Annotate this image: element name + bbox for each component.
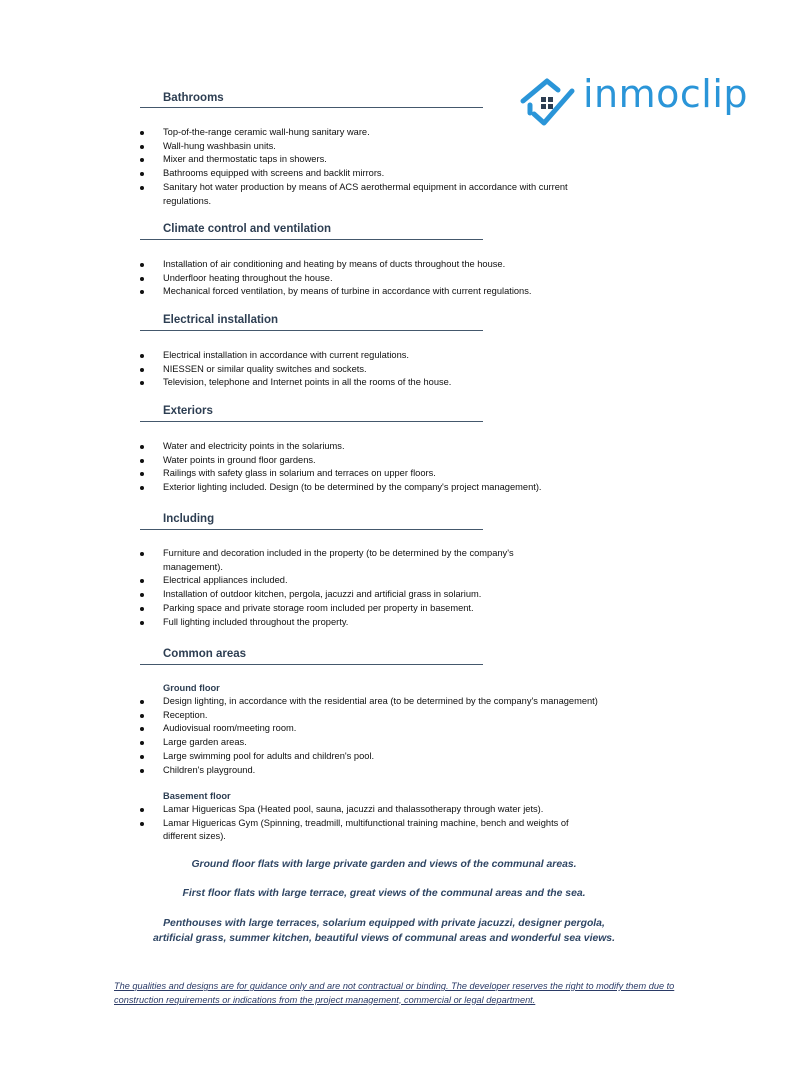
list-item: NIESSEN or similar quality switches and sockets. (0, 363, 801, 377)
house-check-icon (520, 77, 578, 127)
including-list (0, 547, 801, 629)
climate-list (0, 258, 801, 299)
list-item: Top-of-the-range ceramic wall-hung sanitary ware. (0, 126, 801, 140)
list-item: Installation of outdoor kitchen, pergola, jacuzzi and artificial grass in solarium. (0, 588, 801, 602)
electrical-list (0, 349, 801, 390)
list-item-text: Lamar Higuericas Gym (Spinning, treadmill, multifunctional training machine, bench and weights of different sizes). (163, 817, 569, 842)
subsection-title-basement-floor: Basement floor (163, 791, 231, 801)
list-item: Exterior lighting included. Design (to be determined by the company's project management). (0, 481, 801, 495)
section-title-climate: Climate control and ventilation (163, 223, 332, 235)
section-title-electrical: Electrical installation (163, 314, 279, 326)
list-item: Underfloor heating throughout the house. (0, 272, 801, 286)
list-item: Reception. (0, 709, 801, 723)
exteriors-list (0, 440, 801, 495)
section-divider (140, 421, 483, 422)
list-item: Mixer and thermostatic taps in showers. (0, 153, 801, 167)
bathrooms-list (0, 126, 801, 208)
list-item-text: Furniture and decoration included in the property (to be determined by the company's management). (163, 548, 514, 572)
list-item: Installation of air conditioning and heating by means of ducts throughout the house. (0, 258, 801, 272)
list-item (0, 181, 801, 208)
list-item: Wall-hung washbasin units. (0, 140, 801, 154)
list-item (0, 547, 801, 574)
list-item: Railings with safety glass in solarium and terraces on upper floors. (0, 467, 801, 481)
highlight-first-floor: First floor flats with large terrace, great views of the communal areas and the sea. (182, 888, 586, 899)
disclaimer-note: The qualities and designs are for guidance only and are not contractual or binding. The developer reserves the right to modify them due to construction requirements or indications from the project management, commercial or legal department. (114, 981, 675, 1005)
highlight-ground-floor: Ground floor flats with large private garden and views of the communal areas. (191, 859, 577, 870)
logo-text: inmoclip (583, 72, 749, 116)
ground-floor-list (0, 695, 801, 777)
list-item: Mechanical forced ventilation, by means of turbine in accordance with current regulations. (0, 285, 801, 299)
list-item: Bathrooms equipped with screens and backlit mirrors. (0, 167, 801, 181)
list-item: Electrical installation in accordance with current regulations. (0, 349, 801, 363)
list-item: Large garden areas. (0, 736, 801, 750)
list-item: Parking space and private storage room included per property in basement. (0, 602, 801, 616)
company-logo (520, 74, 760, 128)
section-title-common-areas: Common areas (163, 648, 247, 660)
section-title-including: Including (163, 513, 215, 525)
list-item: Children's playground. (0, 764, 801, 778)
list-item (0, 817, 801, 844)
list-item: Large swimming pool for adults and children's pool. (0, 750, 801, 764)
section-divider (140, 330, 483, 331)
subsection-title-ground-floor: Ground floor (163, 683, 220, 693)
list-item: Full lighting included throughout the property. (0, 616, 801, 630)
highlight-penthouses: Penthouses with large terraces, solarium equipped with private jacuzzi, designer pergola, artificial grass, summer kitchen, beautiful views of communal areas and wonderful sea views. (153, 918, 615, 944)
basement-floor-list (0, 803, 801, 844)
section-title-exteriors: Exteriors (163, 405, 213, 417)
section-divider (140, 664, 483, 665)
list-item-text: Sanitary hot water production by means of ACS aerothermal equipment in accordance with current regulations. (163, 181, 568, 206)
section-divider (140, 107, 483, 108)
list-item: Electrical appliances included. (0, 574, 801, 588)
list-item: Lamar Higuericas Spa (Heated pool, sauna, jacuzzi and thalassotherapy through water jets). (0, 803, 801, 817)
list-item: Water and electricity points in the solariums. (0, 440, 801, 454)
list-item: Television, telephone and Internet points in all the rooms of the house. (0, 376, 801, 390)
list-item: Audiovisual room/meeting room. (0, 722, 801, 736)
list-item: Water points in ground floor gardens. (0, 454, 801, 468)
section-divider (140, 529, 483, 530)
section-title-bathrooms: Bathrooms (163, 92, 224, 104)
list-item: Design lighting, in accordance with the residential area (to be determined by the company's management) (0, 695, 801, 709)
section-divider (140, 239, 483, 240)
